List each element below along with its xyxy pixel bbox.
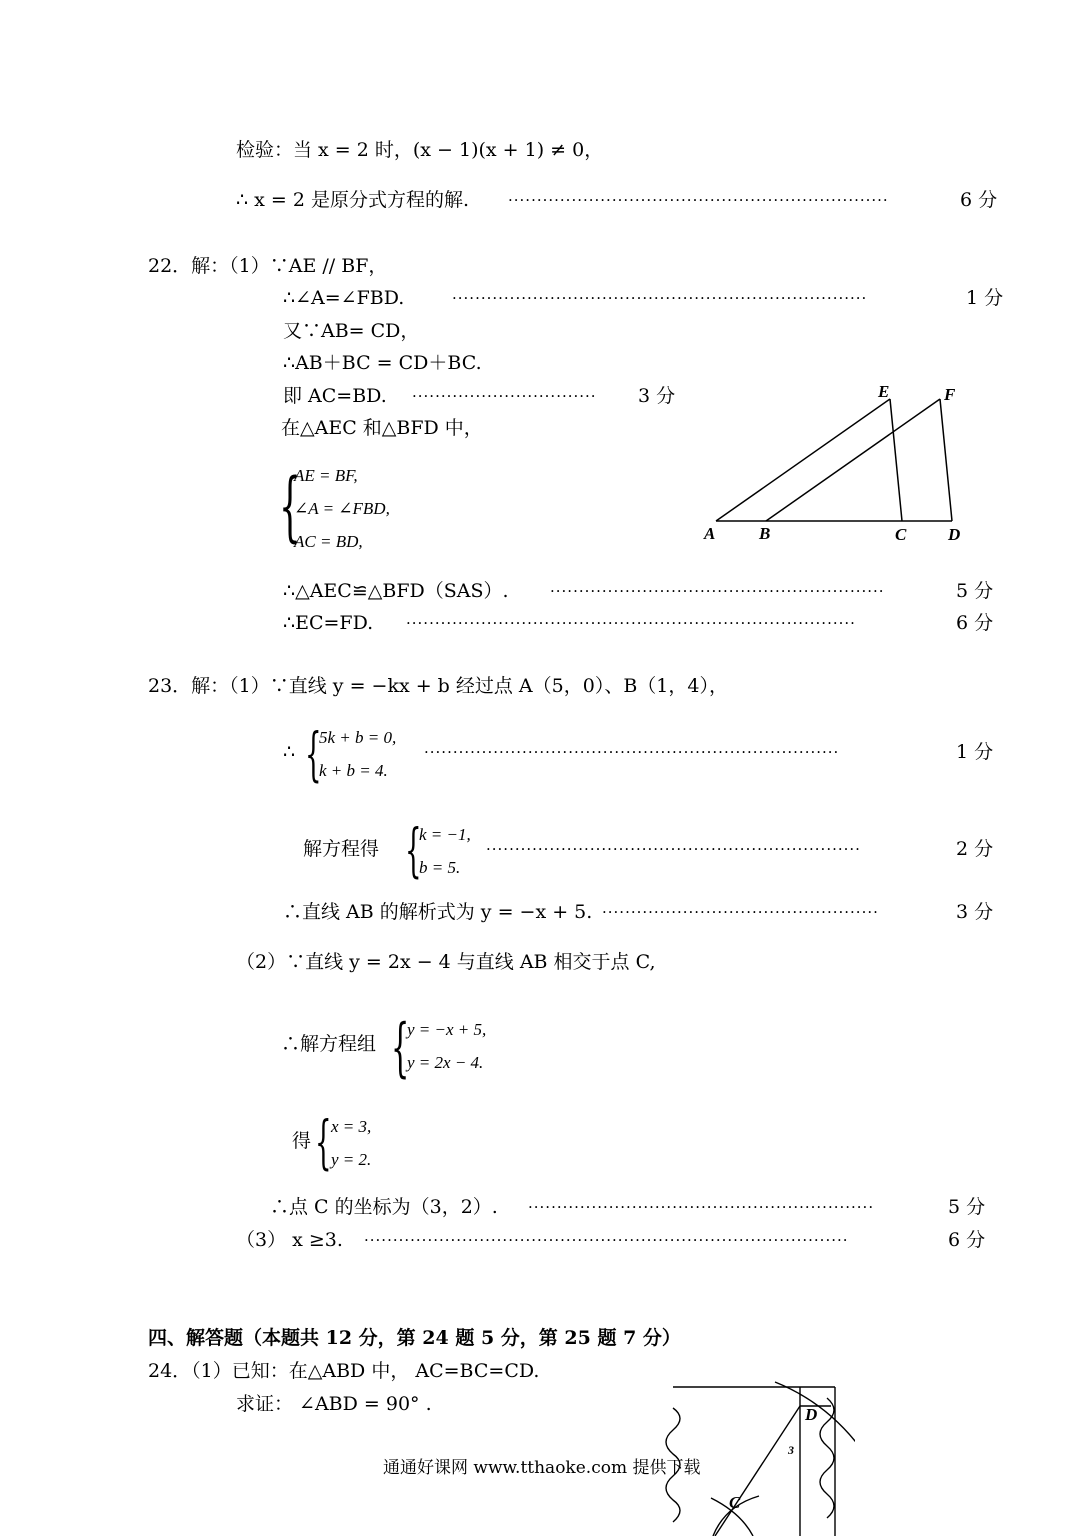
q23-part-3: （3） x ≥3. bbox=[236, 1229, 343, 1251]
therefore: ∴ bbox=[283, 741, 296, 763]
leader-dots: ·································································· bbox=[508, 191, 889, 209]
brace: { bbox=[315, 1108, 332, 1176]
label-3: 3 bbox=[788, 1443, 794, 1457]
brace: { bbox=[391, 1011, 410, 1085]
brace: { bbox=[279, 461, 301, 550]
check-line: 检验：当 x = 2 时，(x − 1)(x + 1) ≠ 0， bbox=[236, 139, 604, 161]
q23-system-1 bbox=[319, 721, 396, 787]
label-a: A bbox=[704, 524, 716, 543]
q23-head: 23．解：（1）∵直线 y = −kx + b 经过点 A（5，0）、B（1，4）， bbox=[148, 675, 728, 697]
q22-step-d: 即 AC=BD. bbox=[283, 385, 387, 407]
leader-dots: ···················································································· bbox=[364, 1231, 849, 1249]
equation: AC = BD, bbox=[294, 532, 363, 551]
equation: k = −1, bbox=[419, 825, 471, 844]
score: 5 分 bbox=[948, 1196, 986, 1218]
label-c: C bbox=[729, 1493, 741, 1512]
q22-step-e: 在△AEC 和△BFD 中， bbox=[281, 417, 483, 439]
score: 3 分 bbox=[956, 901, 994, 923]
equation: y = 2. bbox=[331, 1150, 372, 1169]
q23-part-2: （2）∵直线 y = 2x − 4 与直线 AB 相交于点 C, bbox=[236, 951, 656, 973]
q24-prove: 求证： ∠ABD = 90° . bbox=[236, 1393, 432, 1415]
solution-line: ∴ x = 2 是原分式方程的解. bbox=[236, 189, 470, 211]
equation: b = 5. bbox=[419, 858, 461, 877]
leader-dots: ········································································ bbox=[424, 743, 840, 761]
brace: { bbox=[305, 720, 322, 788]
equation: k + b = 4. bbox=[319, 761, 388, 780]
label-e: E bbox=[878, 382, 890, 401]
q23-result-1 bbox=[419, 818, 471, 884]
equation: AE = BF, bbox=[294, 466, 358, 485]
label-b: B bbox=[759, 524, 771, 543]
equation: y = 2x − 4. bbox=[407, 1053, 484, 1072]
triangle-figure-22 bbox=[700, 378, 975, 548]
leader-dots: ········································································ bbox=[452, 289, 868, 307]
label-f: F bbox=[944, 385, 956, 404]
brace: { bbox=[405, 816, 422, 884]
footer-watermark: 通通好课网 www.tthaoke.com 提供下载 bbox=[383, 1458, 701, 1478]
score: 3 分 bbox=[638, 385, 676, 407]
q23-result-2 bbox=[331, 1110, 371, 1176]
score: 2 分 bbox=[956, 838, 994, 860]
q22-system bbox=[294, 459, 390, 558]
equation: y = −x + 5, bbox=[407, 1020, 487, 1039]
label-d: D bbox=[805, 1405, 818, 1424]
score: 1 分 bbox=[956, 741, 994, 763]
q24-given: 24．（1）已知：在△ABD 中， AC=BC=CD. bbox=[148, 1360, 540, 1382]
section-4-heading: 四、解答题（本题共 12 分，第 24 题 5 分，第 25 题 7 分） bbox=[148, 1327, 681, 1349]
q22-step-f: ∴△AEC≌△BFD（SAS）. bbox=[283, 580, 509, 602]
score: 6 分 bbox=[956, 612, 994, 634]
leader-dots: ·························································· bbox=[550, 582, 885, 600]
leader-dots: ················································ bbox=[602, 903, 879, 921]
solve-system-label: ∴解方程组 bbox=[281, 1033, 377, 1055]
q23-ab-line: ∴直线 AB 的解析式为 y = −x + 5. bbox=[283, 901, 593, 923]
q23-system-2 bbox=[407, 1013, 486, 1079]
leader-dots: ·············································································· bbox=[406, 614, 856, 632]
label-c: C bbox=[895, 525, 907, 544]
score: 1 分 bbox=[966, 287, 1004, 309]
get-label: 得 bbox=[292, 1130, 312, 1152]
equation: 5k + b = 0, bbox=[319, 728, 397, 747]
q23-point-c: ∴点 C 的坐标为（3，2）. bbox=[270, 1196, 498, 1218]
equation: ∠A = ∠FBD, bbox=[294, 499, 390, 518]
leader-dots: ································ bbox=[412, 387, 597, 405]
label-d: D bbox=[948, 525, 961, 544]
q22-step-b: 又∵AB= CD， bbox=[283, 320, 420, 342]
q22-step-c: ∴AB＋BC = CD＋BC. bbox=[283, 352, 482, 374]
score: 6 分 bbox=[948, 1229, 986, 1251]
equation: x = 3, bbox=[331, 1117, 372, 1136]
leader-dots: ···························································· bbox=[528, 1198, 875, 1216]
q22-step-g: ∴EC=FD. bbox=[283, 612, 374, 634]
score: 5 分 bbox=[956, 580, 994, 602]
q22-step-a: ∴∠A=∠FBD. bbox=[283, 287, 405, 309]
q22-head: 22．解：（1）∵AE // BF， bbox=[148, 255, 388, 277]
solve-label: 解方程得 bbox=[303, 838, 380, 860]
leader-dots: ································································· bbox=[486, 840, 861, 858]
score: 6 分 bbox=[960, 189, 998, 211]
